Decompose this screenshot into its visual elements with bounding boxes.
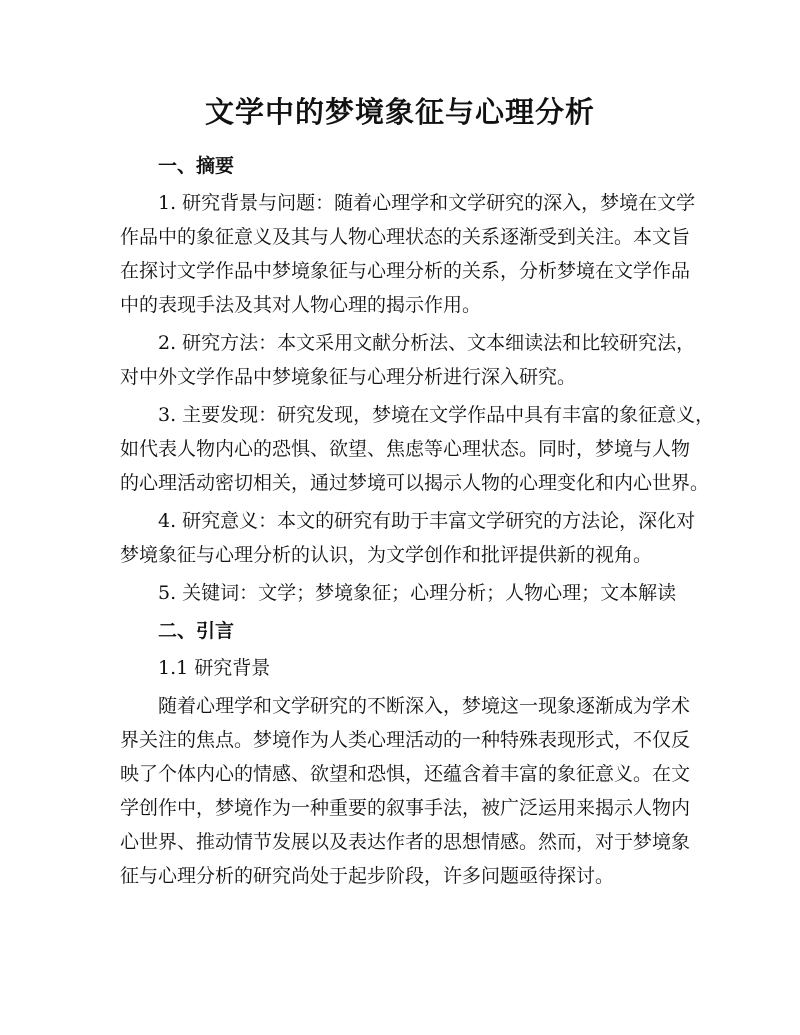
text-line: 界关注的焦点。梦境作为人类心理活动的一种特殊表现形式，不仅反	[120, 729, 691, 751]
text-line: 心世界、推动情节发展以及表达作者的思想情感。然而，对于梦境象	[120, 831, 691, 853]
text-line: 5. 关键词：文学；梦境象征；心理分析；人物心理；文本解读	[158, 582, 677, 604]
introduction-paragraph	[120, 689, 691, 893]
text-line: 的心理活动密切相关，通过梦境可以揭示人物的心理变化和内心世界。	[120, 472, 710, 494]
text-line: 1. 研究背景与问题：随着心理学和文学研究的深入，梦境在文学	[158, 192, 696, 214]
text-line: 学创作中，梦境作为一种重要的叙事手法，被广泛运用来揭示人物内	[120, 797, 691, 819]
text-line: 4. 研究意义：本文的研究有助于丰富文学研究的方法论，深化对	[158, 510, 696, 532]
text-line: 映了个体内心的情感、欲望和恐惧，还蕴含着丰富的象征意义。在文	[120, 763, 691, 785]
text-line: 3. 主要发现：研究发现，梦境在文学作品中具有丰富的象征意义，	[158, 404, 715, 426]
text-line: 在探讨文学作品中梦境象征与心理分析的关系，分析梦境在文学作品	[120, 260, 691, 282]
text-line: 梦境象征与心理分析的认识，为文学创作和批评提供新的视角。	[120, 544, 653, 566]
abstract-item-findings	[120, 398, 715, 500]
section-heading-abstract: 一、摘要	[158, 155, 235, 177]
text-line: 征与心理分析的研究尚处于起步阶段，许多问题亟待探讨。	[120, 865, 615, 887]
abstract-item-significance	[120, 504, 696, 572]
abstract-item-methods	[120, 326, 696, 394]
text-line: 2. 研究方法：本文采用文献分析法、文本细读法和比较研究法，	[158, 332, 696, 354]
text-line: 对中外文学作品中梦境象征与心理分析进行深入研究。	[120, 366, 577, 388]
abstract-item-background	[120, 186, 696, 322]
document-body	[120, 148, 715, 897]
text-line: 中的表现手法及其对人物心理的揭示作用。	[120, 294, 482, 316]
abstract-item-keywords	[120, 576, 682, 610]
text-line: 如代表人物内心的恐惧、欲望、焦虑等心理状态。同时，梦境与人物	[120, 438, 691, 460]
text-line: 作品中的象征意义及其与人物心理状态的关系逐渐受到关注。本文旨	[120, 226, 691, 248]
subsection-heading-background: 1.1 研究背景	[158, 657, 271, 679]
document-title: 文学中的梦境象征与心理分析	[204, 95, 595, 129]
section-heading-introduction: 二、引言	[158, 620, 235, 642]
text-line: 随着心理学和文学研究的不断深入，梦境这一现象逐渐成为学术	[158, 695, 691, 717]
